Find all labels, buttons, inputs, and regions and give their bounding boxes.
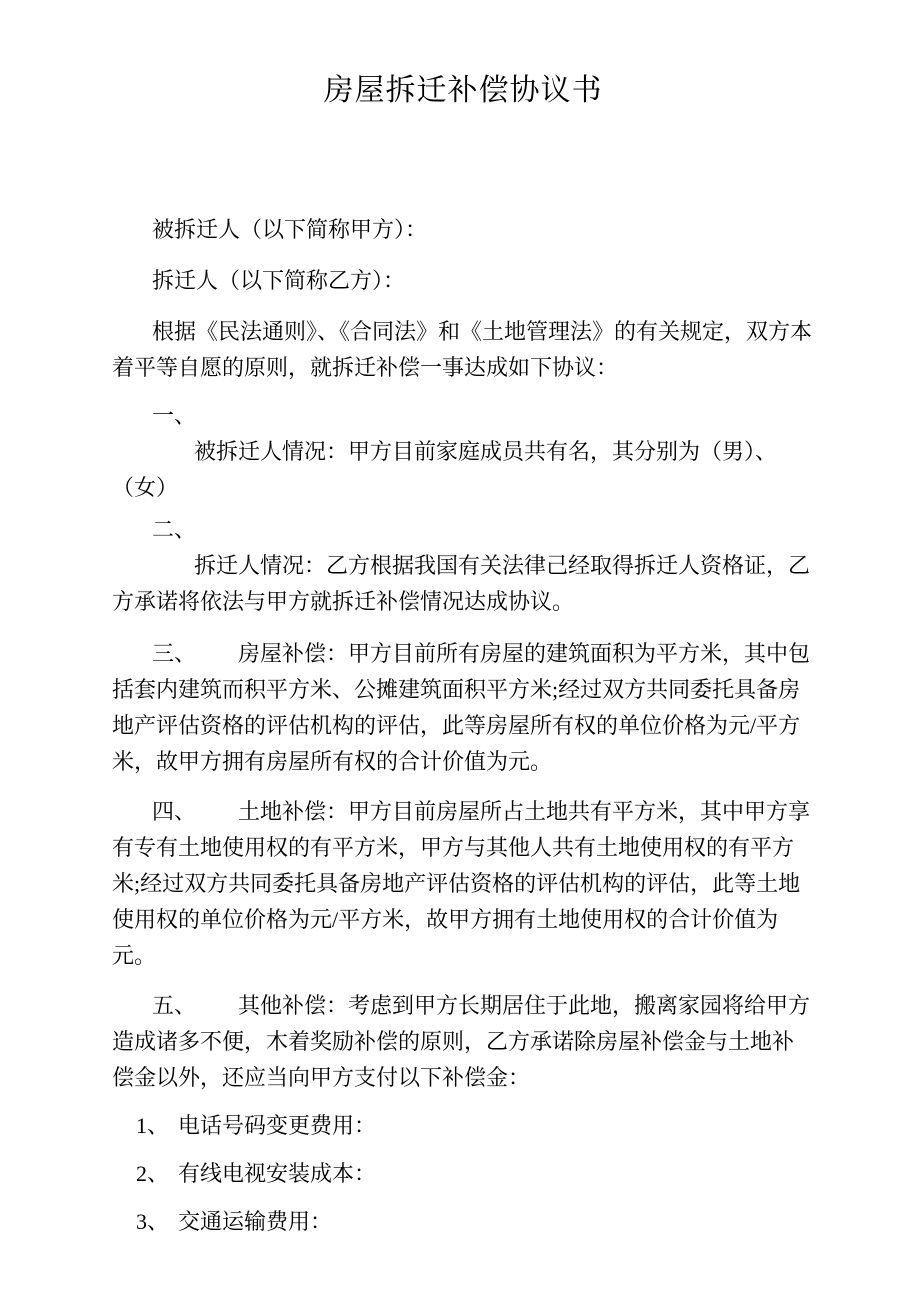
section-2-marker: 二、 bbox=[152, 517, 197, 542]
paragraph-party-b: 拆迁人（以下简称乙方）： bbox=[152, 268, 406, 293]
section-4-marker: 四、 bbox=[152, 799, 197, 824]
list-item-3-label: 交通运输费用： bbox=[178, 1209, 333, 1234]
section-5-body: 其他补偿：考虑到甲方长期居住于此地，搬离家园将给甲方造成诸多不便，木着奖励补偿的原则，乙方承诺除房屋补偿金与土地补偿金以外，还应当向甲方支付以下补偿金： bbox=[112, 993, 811, 1090]
list-item-2-label: 有线电视安装成本： bbox=[178, 1161, 377, 1186]
list-item-1 bbox=[136, 1108, 812, 1144]
list-item-3-number: 3、 bbox=[136, 1209, 170, 1234]
list-item-2-number: 2、 bbox=[136, 1161, 170, 1186]
paragraph-preamble: 根据《民法通则》、《合同法》和《土地管理法》的有关规定，双方本着平等自愿的原则，就拆迁补偿一事达成如下协议： bbox=[112, 319, 813, 380]
section-4-paragraph bbox=[112, 794, 812, 974]
section-5-paragraph bbox=[112, 988, 812, 1096]
paragraph-party-a: 被拆迁人（以下简称甲方）： bbox=[152, 217, 428, 242]
list-item-1-number: 1、 bbox=[136, 1113, 170, 1138]
section-4-body: 土地补偿：甲方目前房屋所占土地共有平方米，其中甲方享有专有土地使用权的有平方米，甲方与其他人共有土地使用权的有平方米;经过双方共同委托具备房地产评估资格的评估机构的评估，此等土地使用权的单位价格为元/平方米，故甲方拥有土地使用权的合计价值为元。 bbox=[112, 799, 811, 968]
section-1-marker: 一、 bbox=[152, 403, 197, 428]
document-title: 房屋拆迁补偿协议书 bbox=[323, 74, 603, 107]
section-1-body: 被拆迁人情况：甲方目前家庭成员共有名，其分别为（男）、（女） bbox=[112, 439, 778, 500]
list-item-3 bbox=[136, 1204, 812, 1240]
list-item-2 bbox=[136, 1156, 812, 1192]
section-3-body: 房屋补偿：甲方目前所有房屋的建筑面积为平方米，其中包括套内建筑而积平方米、公摊建筑面积平方米;经过双方共同委托具备房地产评估资格的评估机构的评估，此等房屋所有权的单位价格为元/平方米，故甲方拥有房屋所有权的合计价值为元。 bbox=[112, 641, 811, 774]
section-3-marker: 三、 bbox=[152, 641, 197, 666]
list-item-1-label: 电话号码变更费用： bbox=[178, 1113, 377, 1138]
section-3-paragraph bbox=[112, 636, 812, 780]
section-5-marker: 五、 bbox=[152, 993, 197, 1018]
section-2-body: 拆迁人情况：乙方根据我国有关法律己经取得拆迁人资格证，乙方承诺将依法与甲方就拆迁补偿情况达成协议。 bbox=[112, 553, 811, 614]
